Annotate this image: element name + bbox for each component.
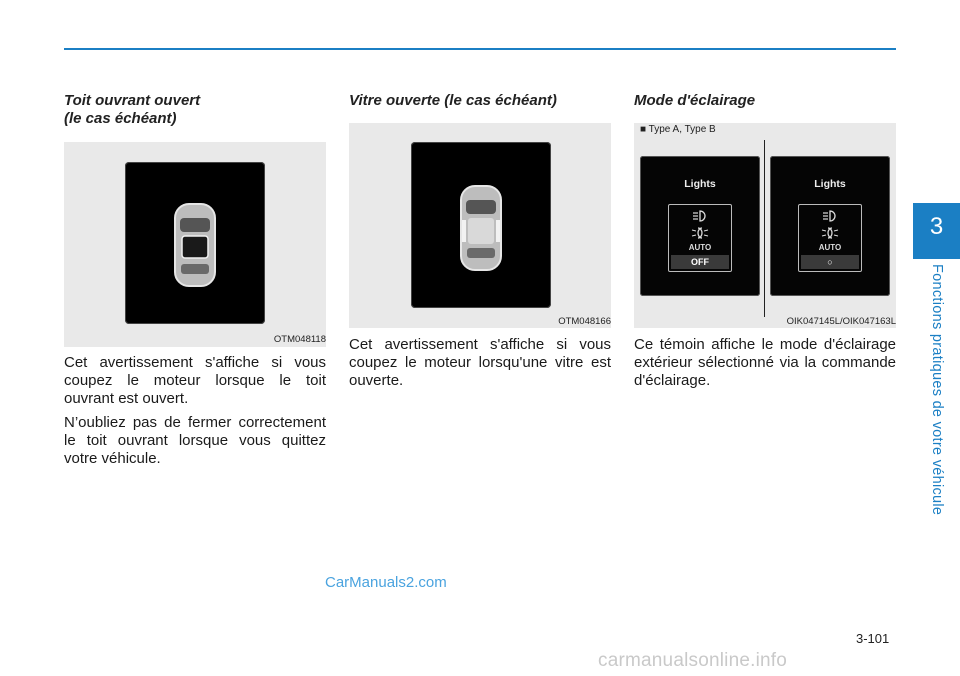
panel-divider [764, 140, 765, 317]
figure-window [349, 123, 611, 328]
page-number: 3-101 [856, 631, 890, 646]
auto-label: AUTO [818, 243, 842, 252]
figure-code: OTM048166 [558, 316, 611, 327]
figure-code: OTM048118 [273, 334, 326, 345]
low-beam-icon [669, 209, 731, 226]
position-lamp-icon [669, 226, 731, 243]
selected-mode: OFF [671, 255, 729, 269]
lights-mode-box [798, 204, 862, 272]
lights-title: Lights [684, 178, 716, 190]
car-topview-window-icon [411, 142, 551, 308]
footer-watermark: carmanualsonline.info [598, 650, 788, 671]
chapter-number: 3 [929, 213, 944, 240]
chapter-tab [913, 203, 960, 259]
lights-panel-type-b [770, 156, 890, 296]
cluster-screen [411, 142, 551, 308]
lights-panel-type-a [640, 156, 760, 296]
selected-mode: ○ [801, 255, 859, 269]
top-rule [64, 48, 896, 50]
column-lights [634, 92, 896, 110]
figure-lights [634, 123, 896, 328]
cluster-screen [125, 162, 265, 324]
position-lamp-icon [799, 226, 861, 243]
column-window [349, 92, 611, 110]
chapter-title: Fonctions pratiques de votre véhicule [929, 264, 945, 516]
chapter-title-vertical [924, 264, 950, 516]
heading-window: Vitre ouverte (le cas échéant) [349, 92, 557, 109]
figure-code: OIK047145L/OIK047163L [786, 316, 896, 327]
column-sunroof [64, 92, 326, 128]
heading-sunroof: Toit ouvrant ouvert (le cas échéant) [64, 92, 201, 127]
lights-mode-box [668, 204, 732, 272]
figure-sunroof [64, 142, 326, 347]
body-text-sunroof: Cet avertissement s'affiche si vous coupez le moteur lorsque le toit ouvrant est ouvert. N’oubliez pas de fermer correctement le toit ouvrant lorsque vous quittez votre véhicule. [64, 354, 326, 467]
auto-label: AUTO [688, 243, 712, 252]
watermark: CarManuals2.com [325, 574, 447, 591]
car-topview-sunroof-icon [125, 162, 265, 324]
body-text-lights: Ce témoin affiche le mode d'éclairage extérieur sélectionné via la commande d'éclairage. [634, 336, 896, 389]
low-beam-icon [799, 209, 861, 226]
lights-title: Lights [814, 178, 846, 190]
body-text-window: Cet avertissement s'affiche si vous coupez le moteur lorsqu'une vitre est ouverte. [349, 336, 611, 389]
type-note: ■ Type A, Type B [640, 124, 716, 135]
heading-lights: Mode d'éclairage [634, 92, 756, 109]
